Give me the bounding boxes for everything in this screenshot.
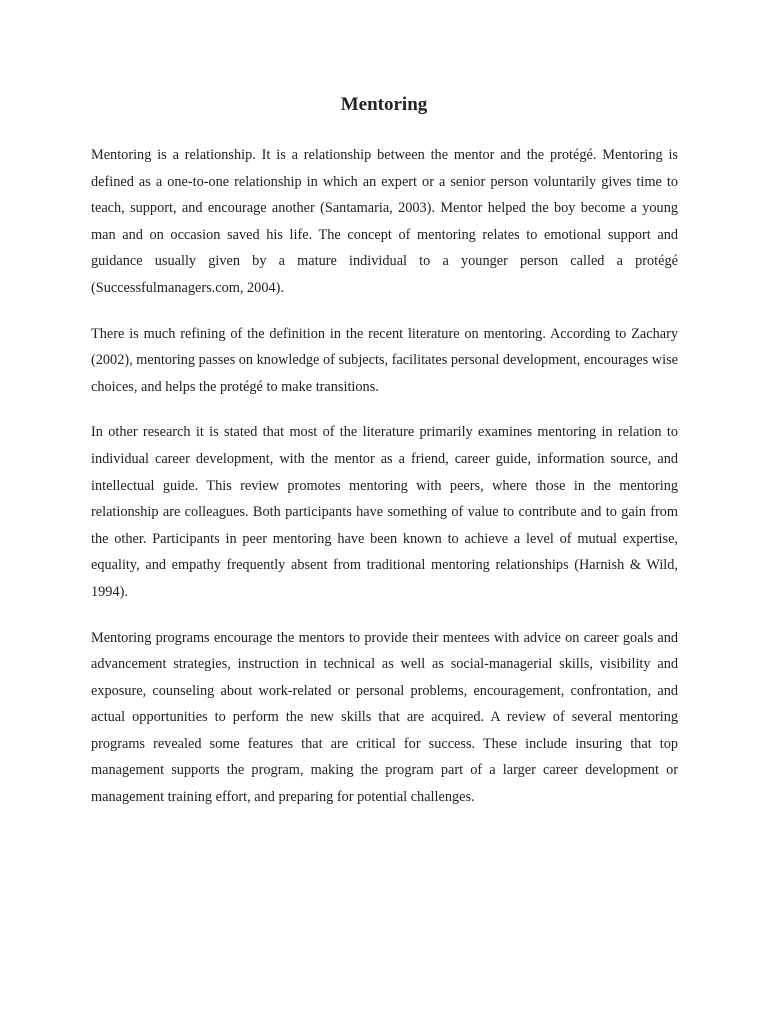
paragraph-literature: There is much refining of the definition in the recent literature on mentoring. According to Zachary (2002), mentoring passes on knowledge of subjects, facilitates personal development, encourages wise choices, and helps the protégé to make transitions.: [91, 325, 678, 395]
paragraph-peer-mentoring: In other research it is stated that most of the literature primarily examines mentoring in relation to individual career development, with the mentor as a friend, career guide, information source, and intellectual guide. This review promotes mentoring with peers, where those in the mentoring relationship are colleagues. Both participants have something of value to contribute and to gain from the other. Participants in peer mentoring have been known to achieve a level of mutual expertise, equality, and empathy frequently absent from traditional mentoring relationships (Harnish & Wild, 1994).: [91, 424, 678, 600]
paragraph-definition: Mentoring is a relationship. It is a relationship between the mentor and the protégé. Mentoring is defined as a one-to-one relationship in which an expert or a senior person voluntarily gives time to teach, support, and encourage another (Santamaria, 2003). Mentor helped the boy become a young man and on occasion saved his life. The concept of mentoring relates to emotional support and guidance usually given by a mature individual to a younger person called a protégé (Successfulmanagers.com, 2004).: [91, 147, 678, 296]
paragraph-programs: Mentoring programs encourage the mentors to provide their mentees with advice on career goals and advancement strategies, instruction in technical as well as social-managerial skills, visibility and exposure, counseling about work-related or personal problems, encouragement, confrontation, and actual opportunities to perform the new skills that are acquired. A review of several mentoring programs revealed some features that are critical for success. These include insuring that top management supports the program, making the program part of a larger career development or management training effort, and preparing for potential challenges.: [91, 629, 678, 806]
document-body: [91, 142, 678, 830]
document-title: Mentoring: [340, 94, 428, 115]
